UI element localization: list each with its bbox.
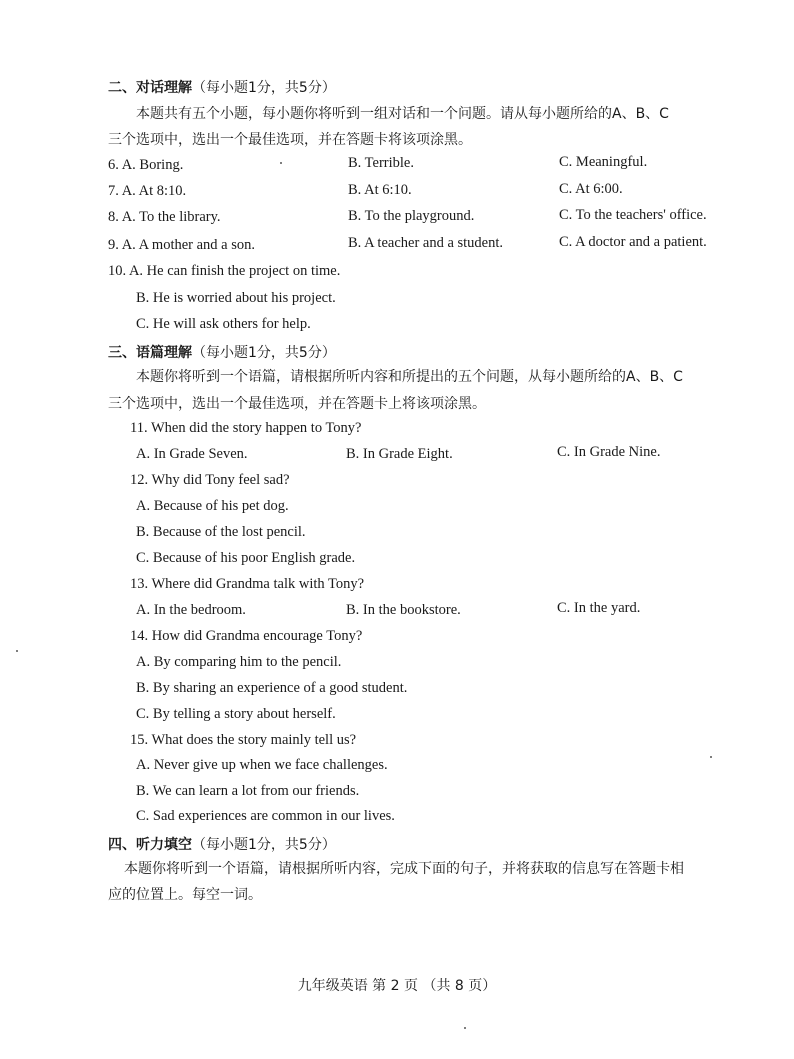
section2-instruction-2: 三个选项中，选出一个最佳选项，并在答题卡将该项涂黑。 <box>108 132 472 148</box>
section4-points: （每小题1分，共5分） <box>192 837 336 853</box>
section2-title: 二、对话理解 <box>108 80 192 96</box>
q9-option-c: C. A doctor and a patient. <box>559 234 707 250</box>
scan-speck <box>280 162 282 164</box>
q9-option-b: B. A teacher and a student. <box>348 235 504 251</box>
q14-option-a: A. By comparing him to the pencil. <box>136 654 342 670</box>
q12-option-b: B. Because of the lost pencil. <box>136 524 306 540</box>
q11-option-b: B. In Grade Eight. <box>346 446 453 462</box>
q6-option-c: C. Meaningful. <box>559 154 648 170</box>
page-footer: 九年级英语 第 2 页 （共 8 页） <box>297 978 497 994</box>
section4-instruction-2: 应的位置上。每空一词。 <box>108 887 262 903</box>
section4-instruction-1: 本题你将听到一个语篇，请根据所听内容，完成下面的句子，并将获取的信息写在答题卡相 <box>124 861 684 877</box>
q14-option-b: B. By sharing an experience of a good student. <box>136 680 408 696</box>
section3-points: （每小题1分，共5分） <box>192 345 336 361</box>
q13-question: 13. Where did Grandma talk with Tony? <box>130 576 365 592</box>
section3-instruction-1: 本题你将听到一个语篇，请根据所听内容和所提出的五个问题，从每小题所给的A、B、C <box>136 369 683 385</box>
q13-option-a: A. In the bedroom. <box>136 602 246 618</box>
q12-option-a: A. Because of his pet dog. <box>136 498 289 514</box>
section2-heading <box>108 77 336 97</box>
q7-option-a: 7. A. At 8:10. <box>108 183 187 199</box>
q10-option-c: C. He will ask others for help. <box>136 316 311 332</box>
q14-option-c: C. By telling a story about herself. <box>136 706 336 722</box>
scan-speck <box>710 756 712 758</box>
q8-option-a: 8. A. To the library. <box>108 209 221 225</box>
section4-heading <box>108 834 336 854</box>
q10-option-a: 10. A. He can finish the project on time. <box>108 263 341 279</box>
q15-option-c: C. Sad experiences are common in our lives. <box>136 808 395 824</box>
section3-title: 三、语篇理解 <box>108 345 192 361</box>
q6-option-a: 6. A. Boring. <box>108 157 184 173</box>
q12-question: 12. Why did Tony feel sad? <box>130 472 290 488</box>
section4-title: 四、听力填空 <box>108 837 192 853</box>
q10-option-b: B. He is worried about his project. <box>136 290 336 306</box>
q15-option-b: B. We can learn a lot from our friends. <box>136 783 360 799</box>
scan-speck <box>464 1027 466 1029</box>
q8-option-b: B. To the playground. <box>348 208 475 224</box>
q14-question: 14. How did Grandma encourage Tony? <box>130 628 363 644</box>
q11-question: 11. When did the story happen to Tony? <box>130 420 362 436</box>
q11-option-a: A. In Grade Seven. <box>136 446 248 462</box>
q11-option-c: C. In Grade Nine. <box>557 444 661 460</box>
q7-option-c: C. At 6:00. <box>559 181 623 197</box>
section2-points: （每小题1分，共5分） <box>192 80 336 96</box>
scan-speck <box>16 650 18 652</box>
q9-option-a: 9. A. A mother and a son. <box>108 237 256 253</box>
section2-instruction-1: 本题共有五个小题，每小题你将听到一组对话和一个问题。请从每小题所给的A、B、C <box>136 106 669 122</box>
q15-option-a: A. Never give up when we face challenges. <box>136 757 388 773</box>
section3-heading <box>108 342 336 362</box>
section3-instruction-2: 三个选项中，选出一个最佳选项，并在答题卡上将该项涂黑。 <box>108 396 486 412</box>
q8-option-c: C. To the teachers' office. <box>559 207 707 223</box>
q13-option-c: C. In the yard. <box>557 600 641 616</box>
q15-question: 15. What does the story mainly tell us? <box>130 732 357 748</box>
q7-option-b: B. At 6:10. <box>348 182 412 198</box>
q12-option-c: C. Because of his poor English grade. <box>136 550 356 566</box>
q6-option-b: B. Terrible. <box>348 155 414 171</box>
q13-option-b: B. In the bookstore. <box>346 602 461 618</box>
